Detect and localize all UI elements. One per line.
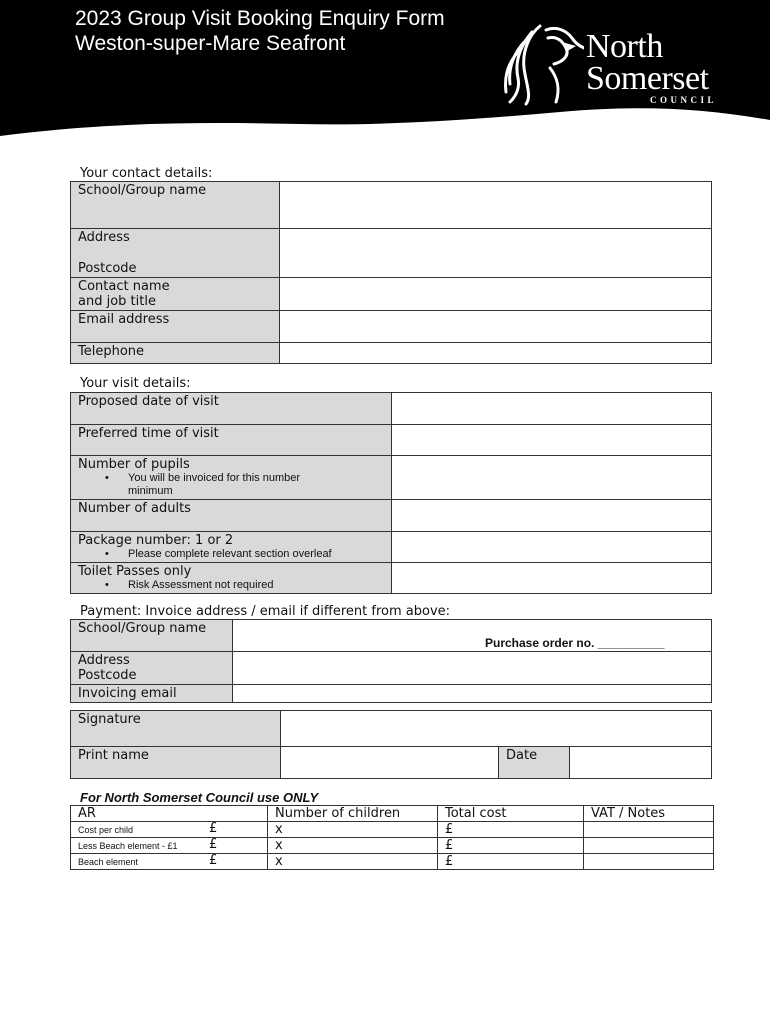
payment-school-group-label: School/Group name [71, 620, 233, 652]
visit-row-pupils [71, 456, 712, 500]
cost-per-child-text: Cost per child [78, 824, 134, 835]
signature-table [70, 710, 712, 779]
signature-row [71, 711, 712, 747]
visit-section-label: Your visit details: [80, 376, 191, 391]
proposed-date-label: Proposed date of visit [71, 393, 392, 425]
contact-row-school [71, 182, 712, 229]
contact-row-address [71, 229, 712, 278]
visit-row-toilet [71, 563, 712, 594]
print-name-field[interactable] [281, 747, 499, 779]
beach-element-pound: £ [209, 853, 218, 868]
contact-section-label: Your contact details: [80, 166, 213, 181]
toilet-note: • Risk Assessment not required [78, 579, 384, 592]
cost-per-child-label [71, 822, 268, 838]
toilet-passes-field[interactable] [392, 563, 712, 594]
address-label-cell [71, 229, 280, 278]
number-of-adults-field[interactable] [392, 500, 712, 532]
toilet-label-cell [71, 563, 392, 594]
payment-address-field[interactable] [233, 652, 712, 685]
package-label-cell [71, 532, 392, 563]
less-beach-text: Less Beach element - £1 [78, 840, 178, 851]
cost-per-child-notes[interactable] [584, 822, 714, 838]
email-address-label: Email address [71, 311, 280, 343]
package-number-label: Package number: 1 or 2 [78, 533, 234, 548]
address-label: Address [78, 230, 130, 245]
less-beach-total[interactable]: £ [438, 838, 584, 854]
number-of-pupils-field[interactable] [392, 456, 712, 500]
payment-address-label: Address [78, 653, 130, 668]
beach-element-total[interactable]: £ [438, 854, 584, 870]
contact-name-field[interactable] [280, 278, 712, 311]
logo-somerset-text: Somerset [586, 60, 709, 97]
cost-per-child-pound: £ [209, 821, 218, 836]
school-group-name-field[interactable] [280, 182, 712, 229]
contact-details-table [70, 181, 712, 364]
visit-row-package [71, 532, 712, 563]
visit-row-date [71, 393, 712, 425]
purchase-order-label: Purchase order no. __________ [485, 636, 665, 650]
col-header-total: Total cost [438, 806, 584, 822]
payment-address-label-cell [71, 652, 233, 685]
signature-label: Signature [71, 711, 281, 747]
col-header-children: Number of children [268, 806, 438, 822]
seahorse-mark-icon [500, 22, 584, 106]
col-header-ar: AR [71, 806, 268, 822]
contact-name-label-line2: and job title [78, 294, 156, 309]
council-use-row-less-beach [71, 838, 714, 854]
number-of-pupils-label: Number of pupils [78, 457, 190, 472]
invoicing-email-label: Invoicing email [71, 685, 233, 703]
council-use-table [70, 805, 714, 870]
form-title-line2: Weston-super-Mare Seafront [75, 32, 346, 55]
less-beach-label [71, 838, 268, 854]
council-use-header-row [71, 806, 714, 822]
date-field[interactable] [570, 747, 712, 779]
less-beach-notes[interactable] [584, 838, 714, 854]
pupils-note-line1: • You will be invoiced for this number [128, 472, 301, 484]
pupils-invoice-note [78, 472, 384, 498]
telephone-label: Telephone [71, 343, 280, 364]
school-group-name-label: School/Group name [71, 182, 280, 229]
payment-postcode-label: Postcode [78, 668, 137, 683]
preferred-time-label: Preferred time of visit [71, 425, 392, 456]
pupils-note-line2: minimum [128, 485, 173, 497]
council-use-row-cost [71, 822, 714, 838]
contact-name-label-line1: Contact name [78, 279, 170, 294]
council-use-row-beach [71, 854, 714, 870]
signature-field[interactable] [281, 711, 712, 747]
telephone-field[interactable] [280, 343, 712, 364]
contact-row-name [71, 278, 712, 311]
visit-details-table [70, 392, 712, 594]
visit-row-time [71, 425, 712, 456]
print-name-row [71, 747, 712, 779]
package-number-field[interactable] [392, 532, 712, 563]
postcode-label: Postcode [78, 261, 137, 276]
payment-row-address [71, 652, 712, 685]
cost-per-child-children[interactable]: x [268, 822, 438, 838]
beach-element-label [71, 854, 268, 870]
toilet-passes-label: Toilet Passes only [78, 564, 192, 579]
payment-table [70, 619, 712, 703]
contact-row-telephone [71, 343, 712, 364]
form-title-line1: 2023 Group Visit Booking Enquiry Form [75, 7, 445, 30]
logo-north-text: North [586, 28, 663, 65]
date-label: Date [499, 747, 570, 779]
print-name-label: Print name [71, 747, 281, 779]
beach-element-text: Beach element [78, 856, 139, 867]
beach-element-notes[interactable] [584, 854, 714, 870]
preferred-time-field[interactable] [392, 425, 712, 456]
less-beach-pound: £ [209, 837, 218, 852]
logo-council-text: COUNCIL [650, 95, 718, 105]
north-somerset-council-logo [500, 22, 750, 112]
less-beach-children[interactable]: x [268, 838, 438, 854]
package-note: • Please complete relevant section overleaf [78, 548, 384, 561]
proposed-date-field[interactable] [392, 393, 712, 425]
payment-row-email [71, 685, 712, 703]
visit-row-adults [71, 500, 712, 532]
form-title [75, 6, 445, 56]
cost-per-child-total[interactable]: £ [438, 822, 584, 838]
number-of-adults-label: Number of adults [71, 500, 392, 532]
pupils-label-cell [71, 456, 392, 500]
col-header-vat: VAT / Notes [584, 806, 714, 822]
council-use-label: For North Somerset Council use ONLY [80, 790, 319, 805]
page-header [0, 0, 770, 150]
invoicing-email-field[interactable] [233, 685, 712, 703]
beach-element-children[interactable]: x [268, 854, 438, 870]
contact-row-email [71, 311, 712, 343]
payment-section-label: Payment: Invoice address / email if different from above: [80, 604, 451, 619]
contact-name-label [71, 278, 280, 311]
address-field[interactable] [280, 229, 712, 278]
email-address-field[interactable] [280, 311, 712, 343]
